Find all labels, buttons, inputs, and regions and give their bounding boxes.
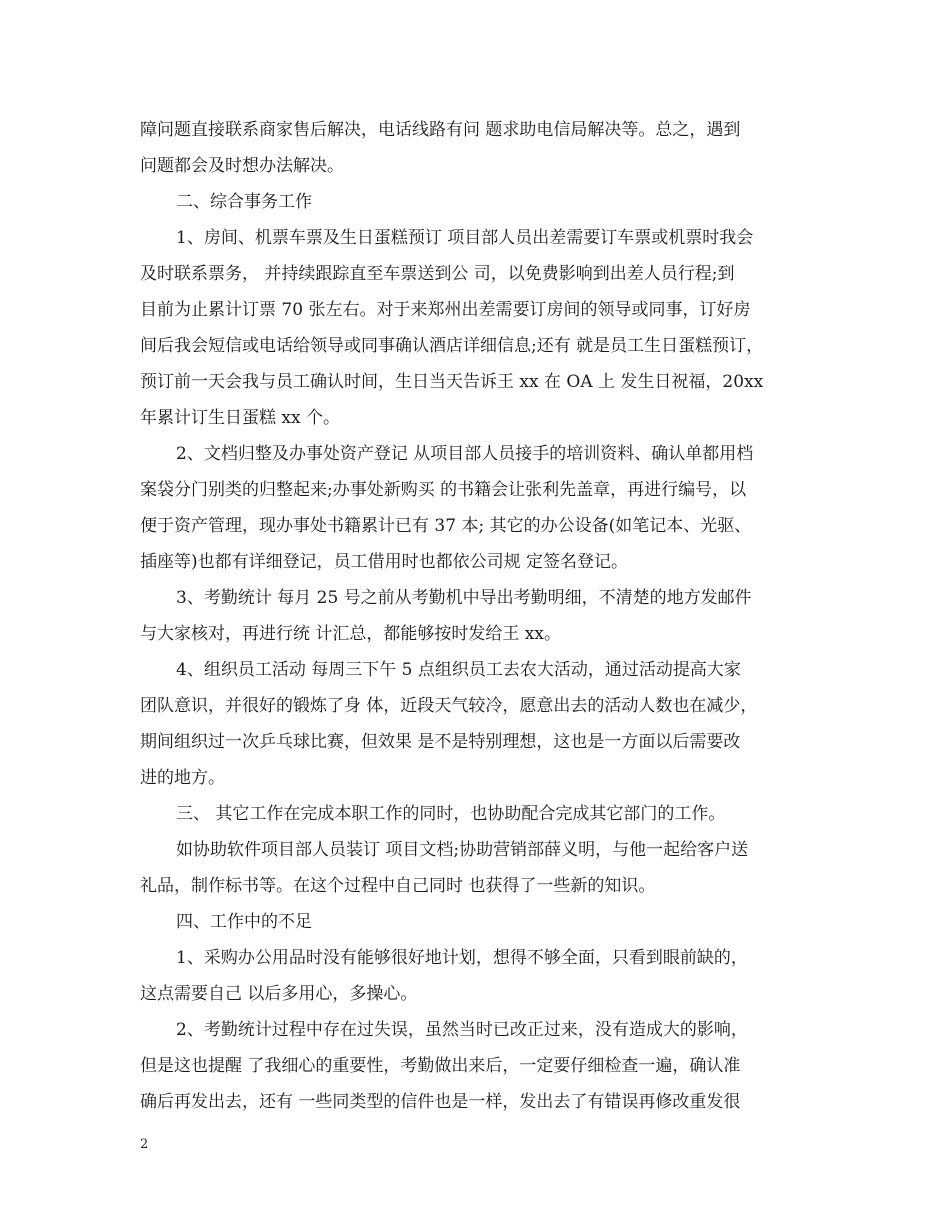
text-line: 如协助软件项目部人员装订 项目文档;协助营销部薛义明，与他一起给客户送 (176, 840, 749, 860)
text-line: 四、工作中的不足 (176, 912, 312, 932)
text-line: 这点需要自己 以后多用心，多操心。 (140, 984, 418, 1004)
text-line: 3、考勤统计 每月 25 号之前从考勤机中导出考勤明细，不清楚的地方发邮件 (176, 588, 752, 608)
text-line: 问题都会及时想办法解决。 (140, 156, 344, 176)
text-line: 1、采购办公用品时没有能够很好地计划，想得不够全面，只看到眼前缺的， (176, 948, 748, 968)
text-line: 插座等)也都有详细登记，员工借用时也都依公司规 定签名登记。 (140, 552, 629, 572)
page-number: 2 (140, 1137, 149, 1152)
text-line: 1、房间、机票车票及生日蛋糕预订 项目部人员出差需要订车票或机票时我会 (176, 228, 754, 248)
text-line: 礼品，制作标书等。在这个过程中自己同时 也获得了一些新的知识。 (140, 876, 656, 896)
text-line: 便于资产管理，现办事处书籍累计已有 37 本; 其它的办公设备(如笔记本、光驱、 (140, 516, 752, 536)
text-line: 及时联系票务， 并持续跟踪直至车票送到公 司，以免费影响到出差人员行程;到 (140, 264, 735, 284)
text-line: 目前为止累计订票 70 张左右。对于来郑州出差需要订房间的领导或同事，订好房 (140, 300, 751, 320)
text-line: 2、文档归整及办事处资产登记 从项目部人员接手的培训资料、确认单都用档 (176, 444, 754, 464)
text-line: 三、 其它工作在完成本职工作的同时，也协助配合完成其它部门的工作。 (176, 804, 726, 824)
text-line: 期间组织过一次乒乓球比赛，但效果 是不是特别理想，这也是一方面以后需要改 (140, 732, 741, 752)
text-line: 4、组织员工活动 每周三下午 5 点组织员工去农大活动，通过活动提高大家 (176, 660, 741, 680)
text-line: 确后再发出去，还有 一些同类型的信件也是一样，发出去了有错误再修改重发很 (140, 1092, 741, 1112)
text-line: 预订前一天会我与员工确认时间，生日当天告诉王 xx 在 OA 上 发生日祝福，20xx (140, 372, 764, 392)
text-line: 与大家核对，再进行统 计汇总，都能够按时发给王 xx。 (140, 624, 561, 644)
text-line: 进的地方。 (140, 768, 225, 788)
text-line: 但是这也提醒 了我细心的重要性，考勤做出来后，一定要仔细检查一遍，确认准 (140, 1056, 741, 1076)
text-line: 二、综合事务工作 (176, 192, 312, 212)
document-body (140, 112, 820, 1120)
text-line: 团队意识，并很好的锻炼了身 体，近段天气较冷，愿意出去的活动人数也在减少， (140, 696, 758, 716)
text-line: 案袋分门别类的归整起来;办事处新购买 的书籍会让张利先盖章，再进行编号，以 (140, 480, 747, 500)
text-line: 间后我会短信或电话给领导或同事确认酒店详细信息;还有 就是员工生日蛋糕预订， (140, 336, 764, 356)
text-line: 年累计订生日蛋糕 xx 个。 (140, 408, 340, 428)
text-line: 障问题直接联系商家售后解决，电话线路有问 题求助电信局解决等。总之，遇到 (140, 120, 741, 140)
text-line: 2、考勤统计过程中存在过失误，虽然当时已改正过来，没有造成大的影响， (176, 1020, 748, 1040)
